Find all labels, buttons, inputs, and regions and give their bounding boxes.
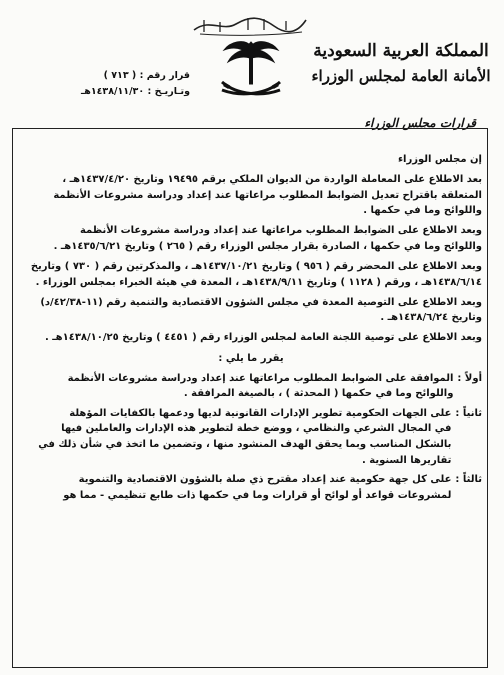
article-2-label: ثانياً :	[455, 407, 482, 419]
article-1-label: أولاً :	[457, 372, 482, 384]
decision-body	[20, 152, 482, 503]
article-2: ثانياً : على الجهات الحكومية تطوير الإدارات القانونية لديها ودعمها بالكفايات المؤهلة في المجال الشرعي والنظامي ، ووضع خطة لتطوير هذه الإدارات والعاملين فيها بالشكل المناسب وبما يحقق الهدف المنشود منها ، وتضمين ما اتخذ في شأن ذلك في تقاريرها السنوية .	[20, 406, 482, 468]
paragraph-5: وبعد الاطلاع على توصية اللجنة العامة لمجلس الوزراء رقم ( ٤٤٥١ ) وتاريخ ١٤٣٨/١٠/٢٥هـ .	[44, 332, 482, 344]
letterhead	[306, 40, 496, 86]
article-3: ثالثاً : على كل جهة حكومية عند إعداد مقترح ذي صلة بالشؤون الاقتصادية والتنموية لمشروعات قواعد أو لوائح أو قرارات وما في حكمها ذات طابع تنظيمي - مما هو	[20, 472, 482, 503]
council-decisions-title: قرارات مجلس الوزراء	[364, 116, 476, 130]
article-3-label: ثالثاً :	[455, 474, 482, 486]
article-1: أولاً : الموافقة على الضوابط المطلوب مراعاتها عند إعداد ودراسة مشروعات الأنظمة واللوائح وما في حكمها ( المحدثة ) ، بالصيغة المرافقة .	[20, 371, 482, 402]
palm-swords-emblem-icon	[216, 38, 286, 110]
paragraph-4: وبعد الاطلاع على التوصية المعدة في مجلس الشؤون الاقتصادية والتنمية رقم (١١-٤٢/٣٨/د) وتاريخ ١٤٣٨/٦/٢٤هـ .	[40, 296, 482, 324]
basmala-calligraphy	[190, 10, 310, 38]
country-name: المملكة العربية السعودية	[313, 41, 489, 61]
decree-date: وتـاريـخ : ١٤٣٨/١١/٣٠هـ	[80, 86, 190, 97]
paragraph-2: وبعد الاطلاع على الضوابط المطلوب مراعاتها عند إعداد ودراسة مشروعات الأنظمة واللوائح وما في حكمها ، الصادرة بقرار مجلس الوزراء رقم ( ٢٦٥ ) وتاريخ ١٤٣٥/٦/٢١هـ .	[53, 225, 482, 252]
decree-info	[40, 68, 190, 100]
paragraph-1: بعد الاطلاع على المعاملة الواردة من الديوان الملكي برقم ١٩٤٩٥ وتاريخ ١٤٣٧/٤/٢٠هـ ، المتعلقة باقتراح تعديل الضوابط المطلوب مراعاتها عند إعداد ودراسة مشروعات الأنظمة واللوائح وما في حكمها .	[53, 174, 482, 217]
decides-heading: يقرر ما يلي :	[218, 352, 284, 364]
opening-line: إن مجلس الوزراء	[397, 154, 482, 165]
secretariat-name: الأمانة العامة لمجلس الوزراء	[311, 67, 491, 85]
paragraph-3: وبعد الاطلاع على المحضر رقم ( ٩٥٦ ) وتاريخ ١٤٣٧/١٠/٢١هـ ، والمذكرتين رقم ( ٧٣٠ ) وتاريخ ١٤٣٨/٦/١٤هـ ، ورقم ( ١١٢٨ ) وتاريخ ١٤٣٨/٩/١١هـ ، المعدة في هيئة الخبراء بمجلس الوزراء .	[30, 261, 482, 288]
decree-number: قرار رقم : ( ٧١٣ )	[103, 70, 190, 81]
